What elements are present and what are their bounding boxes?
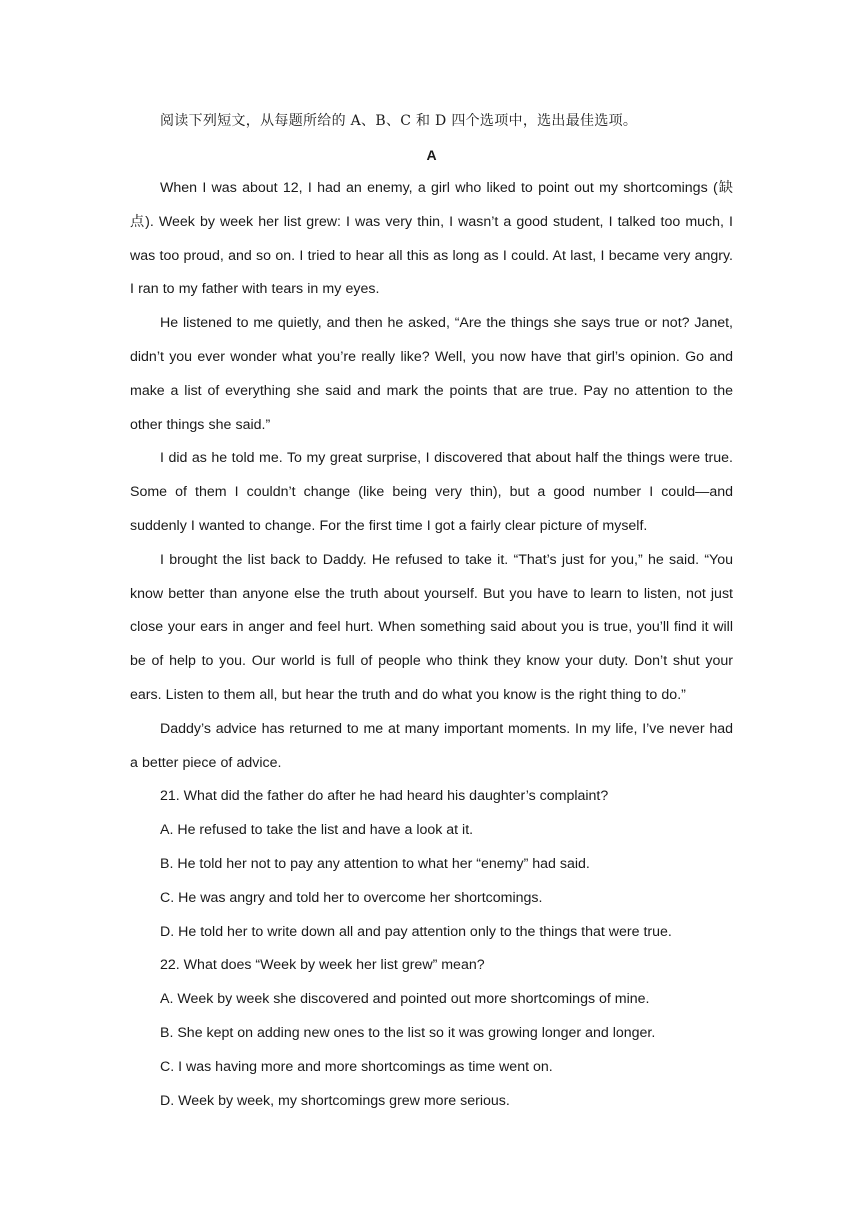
section-heading: A	[426, 147, 437, 163]
passage-paragraph-3: I did as he told me. To my great surprise, I discovered that about half the things were true. Some of them I couldn’t change (like being very thin), but a good number I could—and suddenly I wanted to change. For the first time I got a fairly clear picture of myself.	[130, 450, 733, 534]
option-c: C. He was angry and told her to overcome her shortcomings.	[160, 889, 543, 906]
passage-paragraph-4: I brought the list back to Daddy. He refused to take it. “That’s just for you,” he said. “You know better than anyone else the truth about yourself. But you have to learn to listen, not just close your ears in anger and feel hurt. When something said about you is true, you’ll find it will be of help to you. Our world is full of people who think they know your duty. Don’t shut your ears. Listen to them all, but hear the truth and do what you know is the right thing to do.”	[130, 551, 733, 703]
question-22	[130, 949, 733, 1118]
question-stem: 22. What does “Week by week her list grew” mean?	[160, 957, 485, 974]
document-page	[130, 104, 733, 1118]
option-a: A. He refused to take the list and have a look at it.	[160, 822, 474, 839]
passage-paragraph-2: He listened to me quietly, and then he asked, “Are the things she says true or not? Janet, didn’t you ever wonder what you’re really like? Well, you now have that girl’s opinion. Go and make a list of everything she said and mark the points that are true. Pay no attention to the other things she said.”	[130, 315, 733, 433]
question-21	[130, 780, 733, 949]
option-a: A. Week by week she discovered and pointed out more shortcomings of mine.	[160, 991, 650, 1008]
instruction-text: 阅读下列短文，从每题所给的 A、B、C 和 D 四个选项中，选出最佳选项。	[160, 113, 638, 129]
option-c: C. I was having more and more shortcomings as time went on.	[160, 1058, 553, 1075]
option-d: D. He told her to write down all and pay attention only to the things that were true.	[160, 923, 672, 940]
question-stem: 21. What did the father do after he had heard his daughter’s complaint?	[160, 788, 609, 805]
option-b: B. She kept on adding new ones to the list so it was growing longer and longer.	[160, 1024, 656, 1041]
passage-paragraph-5: Daddy’s advice has returned to me at many important moments. In my life, I’ve never had a better piece of advice.	[130, 720, 733, 771]
passage-paragraph-1: When I was about 12, I had an enemy, a girl who liked to point out my shortcomings (缺点). Week by week her list grew: I was very thin, I wasn’t a good student, I talked too much, I was too proud, and so on. I tried to hear all this as long as I could. At last, I became very angry. I ran to my father with tears in my eyes.	[130, 180, 733, 298]
option-b: B. He told her not to pay any attention to what her “enemy” had said.	[160, 855, 590, 872]
option-d: D. Week by week, my shortcomings grew more serious.	[160, 1092, 510, 1109]
